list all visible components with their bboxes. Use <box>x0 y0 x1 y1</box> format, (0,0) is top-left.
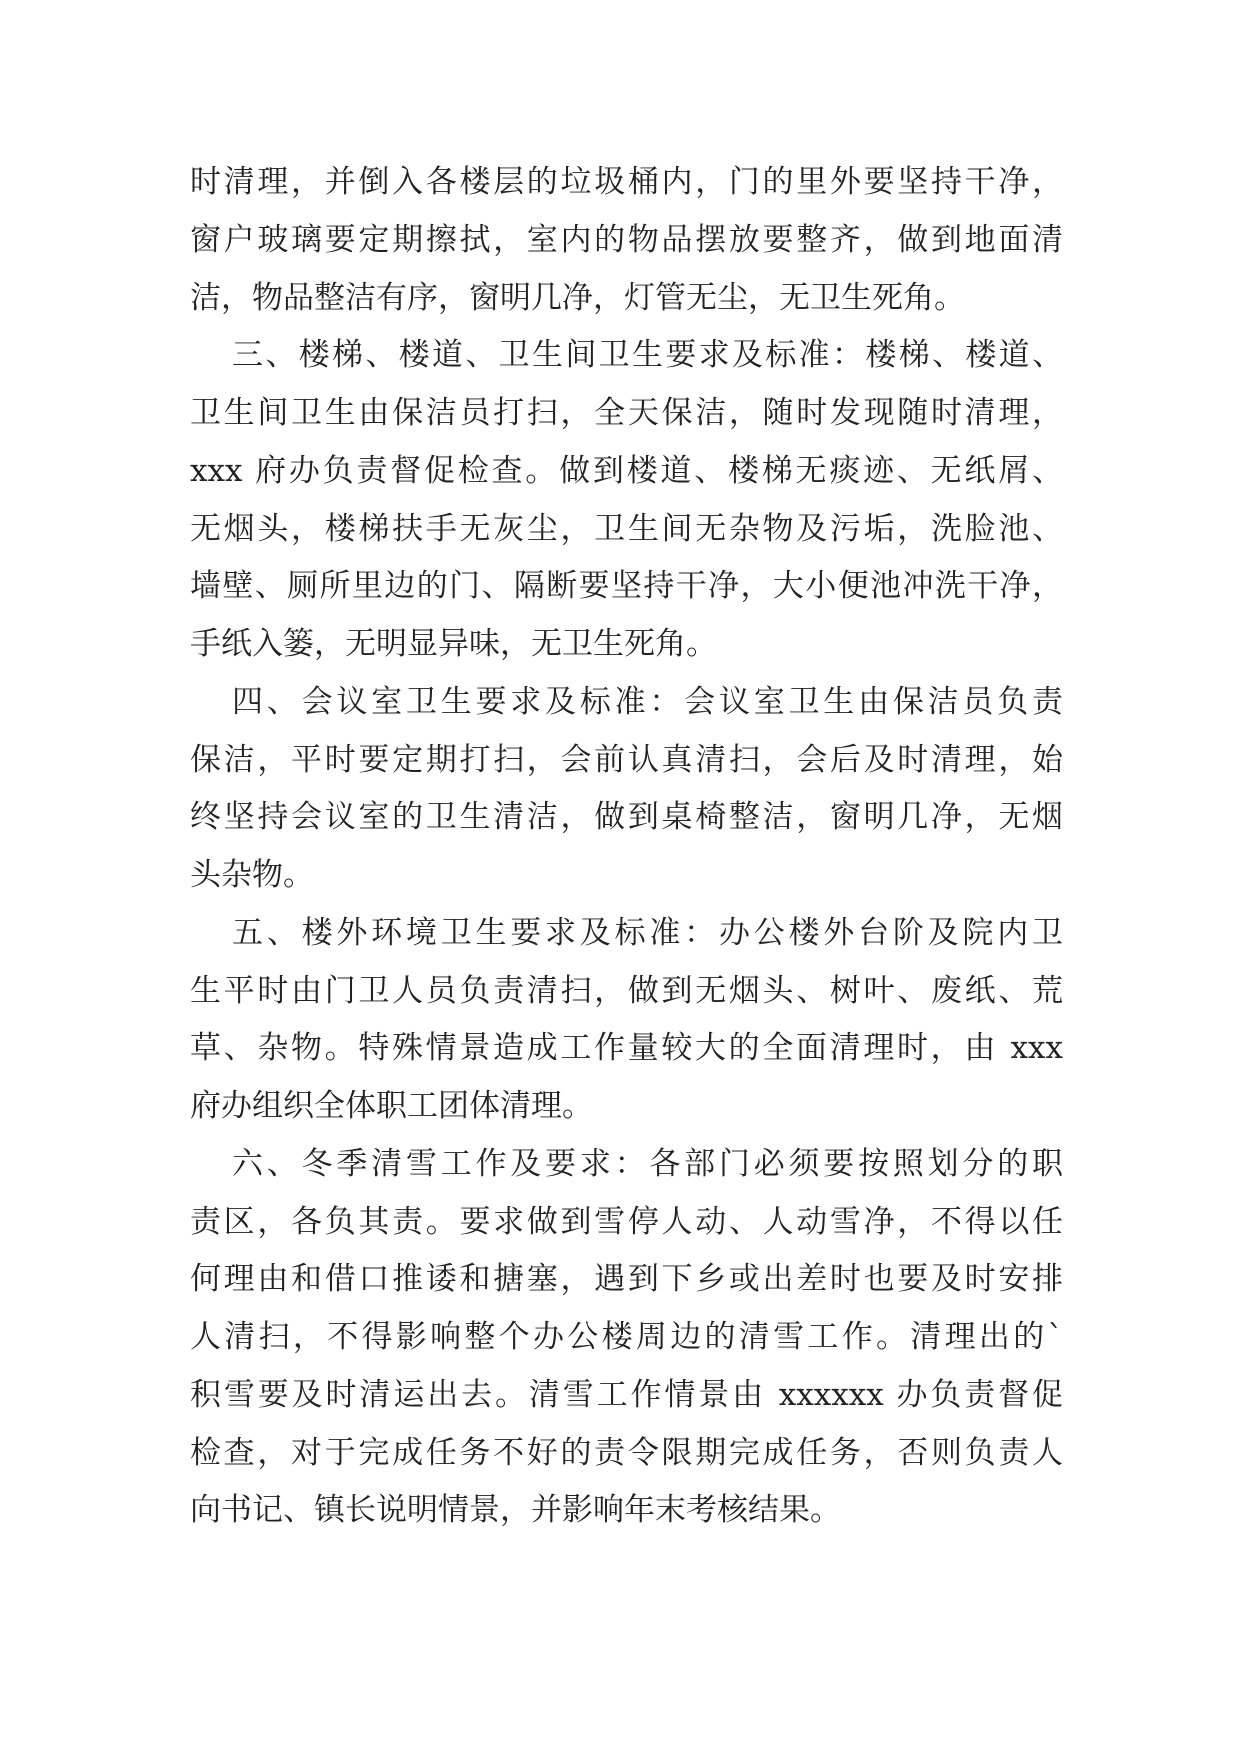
text-line: xxx 府办负责督促检查。做到楼道、楼梯无痰迹、无纸屑、 <box>190 452 1063 489</box>
text-line: 头杂物。 <box>190 857 314 893</box>
text-line: 草、杂物。特殊情景造成工作量较大的全面清理时，由 xxx <box>190 1030 1063 1067</box>
text-line: 时清理，并倒入各楼层的垃圾桶内，门的里外要坚持干净， <box>190 164 1063 200</box>
text-line: 生平时由门卫人员负责清扫，做到无烟头、树叶、废纸、荒 <box>190 972 1063 1009</box>
text-line: 五、楼外环境卫生要求及标准：办公楼外台阶及院内卫 <box>232 914 1063 951</box>
text-line: 无烟头，楼梯扶手无灰尘，卫生间无杂物及污垢，洗脸池、 <box>190 510 1063 547</box>
text-line: 窗户玻璃要定期擦拭，室内的物品摆放要整齐，做到地面清 <box>190 221 1063 258</box>
text-line: 卫生间卫生由保洁员打扫，全天保洁，随时发现随时清理， <box>190 395 1063 431</box>
text-line: 手纸入篓，无明显异味，无卫生死角。 <box>190 626 717 662</box>
text-line: 洁，物品整洁有序，窗明几净，灯管无尘，无卫生死角。 <box>190 279 965 316</box>
paragraph-section-3 <box>190 327 1063 674</box>
paragraph-section-6 <box>190 1136 1063 1540</box>
paragraph-continued <box>190 154 1063 327</box>
text-line: 三、楼梯、楼道、卫生间卫生要求及标准：楼梯、楼道、 <box>232 337 1063 374</box>
text-line: 向书记、镇长说明情景，并影响年末考核结果。 <box>190 1492 841 1529</box>
text-line: 六、冬季清雪工作及要求：各部门必须要按照划分的职 <box>232 1145 1063 1182</box>
text-line: 墙壁、厕所里边的门、隔断要坚持干净，大小便池冲洗干净， <box>190 568 1063 605</box>
text-line: 责区，各负其责。要求做到雪停人动、人动雪净，不得以任 <box>190 1203 1063 1240</box>
text-line: 检查，对于完成任务不好的责令限期完成任务，否则负责人 <box>190 1434 1063 1471</box>
text-line: 保洁，平时要定期打扫，会前认真清扫，会后及时清理，始 <box>190 741 1063 778</box>
text-line: 人清扫，不得影响整个办公楼周边的清雪工作。清理出的` <box>190 1319 1063 1355</box>
text-line: 积雪要及时清运出去。清雪工作情景由 xxxxxx 办负责督促 <box>190 1376 1063 1413</box>
paragraph-section-5 <box>190 905 1063 1136</box>
text-line: 终坚持会议室的卫生清洁，做到桌椅整洁，窗明几净，无烟 <box>190 799 1063 836</box>
paragraph-section-4 <box>190 674 1063 905</box>
text-line: 何理由和借口推诿和搪塞，遇到下乡或出差时也要及时安排 <box>190 1261 1063 1298</box>
document-body <box>190 154 1063 1540</box>
text-line: 府办组织全体职工团体清理。 <box>190 1088 593 1124</box>
text-line: 四、会议室卫生要求及标准：会议室卫生由保洁员负责 <box>232 683 1063 720</box>
